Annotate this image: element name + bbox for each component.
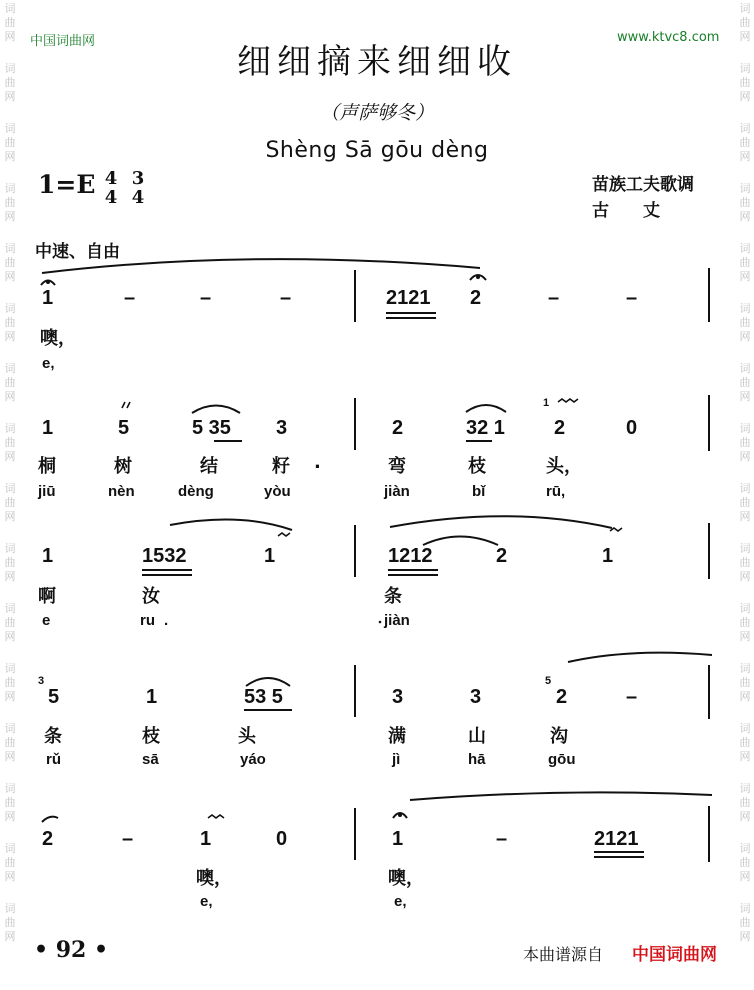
side-watermark-char: 曲	[739, 496, 751, 509]
side-watermark-char: 曲	[739, 676, 751, 689]
note: 3	[470, 686, 482, 708]
note: 1	[146, 686, 158, 708]
song-subtitle: （声萨够冬）	[319, 102, 434, 124]
side-watermark-char: 词	[4, 182, 16, 195]
note: 2	[556, 686, 568, 708]
key-signature: 1=E	[38, 170, 96, 199]
grace-note: 3	[38, 675, 45, 687]
note: 1	[264, 545, 276, 567]
dash: –	[626, 287, 638, 309]
lyric: 枝	[142, 726, 160, 747]
tempo-marking: 中速、自由	[35, 242, 120, 262]
bar-line	[708, 806, 710, 862]
pinyin: yòu	[264, 483, 291, 500]
side-watermark-char: 曲	[4, 316, 16, 329]
rest: 0	[626, 417, 638, 439]
side-watermark-char: 曲	[4, 616, 16, 629]
side-watermark-char: 词	[4, 782, 16, 795]
side-watermark-char: 网	[739, 390, 751, 403]
pinyin: sā	[142, 751, 159, 768]
note: 3	[276, 417, 288, 439]
lyric: 山	[468, 726, 486, 747]
note-group: 53 5	[244, 686, 283, 708]
lyric: 结	[200, 456, 218, 477]
side-watermark-char: 网	[4, 150, 16, 163]
side-watermark-char: 曲	[739, 196, 751, 209]
side-watermark-char: 曲	[739, 76, 751, 89]
side-watermark-char: 词	[4, 542, 16, 555]
dash: –	[496, 828, 508, 850]
side-watermark-char: 词	[4, 302, 16, 315]
pinyin: e,	[200, 893, 213, 910]
side-watermark-char: 词	[739, 62, 751, 75]
side-watermark-char: 曲	[4, 16, 16, 29]
side-watermark-char: 词	[739, 182, 751, 195]
side-watermark-char: 词	[739, 482, 751, 495]
side-watermark-char: 曲	[739, 796, 751, 809]
side-watermark-char: 网	[739, 570, 751, 583]
source-site-link[interactable]: 中国词曲网	[632, 945, 717, 965]
side-watermark-char: 网	[739, 90, 751, 103]
lyric: 籽	[272, 456, 290, 477]
side-watermark-char: 网	[4, 390, 16, 403]
slur	[170, 520, 292, 530]
side-watermark-char: 曲	[739, 376, 751, 389]
bar-line	[708, 268, 710, 322]
side-watermark-char: 网	[4, 330, 16, 343]
lyric: 树	[114, 456, 132, 477]
arranger-label: 古 丈	[592, 201, 660, 221]
side-watermark-char: 网	[4, 930, 16, 943]
side-watermark-char: 曲	[4, 256, 16, 269]
dash: –	[124, 287, 136, 309]
side-watermark-char: 曲	[4, 856, 16, 869]
pinyin: hā	[468, 751, 486, 768]
note-group: 2121	[594, 828, 639, 850]
side-watermark-char: 词	[4, 602, 16, 615]
lyric: 噢，	[196, 868, 232, 889]
side-watermark-char: 网	[4, 90, 16, 103]
side-watermark-char: 网	[739, 150, 751, 163]
side-watermark-char: 网	[739, 510, 751, 523]
origin-label: 苗族工夫歌调	[592, 175, 694, 195]
lyric: 条	[44, 726, 62, 747]
side-watermark-char: 曲	[4, 136, 16, 149]
side-watermark-char: 曲	[4, 496, 16, 509]
note: 5	[118, 417, 130, 439]
side-watermark-char: 词	[739, 122, 751, 135]
watermark-top-left: 中国词曲网	[30, 34, 96, 49]
note: 2	[392, 417, 404, 439]
pinyin: e	[42, 612, 51, 629]
pinyin: jiū	[38, 483, 56, 500]
lyric-dot: .	[314, 452, 321, 473]
side-watermark-char: 网	[739, 270, 751, 283]
lyric: 条	[384, 586, 402, 607]
note: 1	[42, 545, 54, 567]
side-watermark-char: 词	[739, 302, 751, 315]
pinyin: jiàn	[384, 612, 410, 629]
lyric: 桐	[38, 456, 56, 477]
bar-line	[708, 523, 710, 579]
side-watermark-char: 曲	[739, 16, 751, 29]
side-watermark-char: 曲	[739, 556, 751, 569]
side-watermark-char: 网	[4, 810, 16, 823]
slur	[410, 792, 712, 800]
rest: 0	[276, 828, 288, 850]
side-watermark-char: 网	[4, 210, 16, 223]
lyric: 噢，	[40, 328, 76, 349]
song-title: 细细摘来细细收	[237, 42, 517, 82]
page-number: • 92 •	[34, 937, 109, 963]
pinyin: rǔ	[46, 751, 61, 768]
note: 1	[42, 417, 54, 439]
note: 2	[496, 545, 508, 567]
side-watermark-char: 词	[739, 602, 751, 615]
note-group: 5 35	[192, 417, 231, 439]
side-watermark-char: 词	[739, 542, 751, 555]
time-signature-1: 4 4	[104, 168, 118, 208]
song-pinyin-title: Shèng Sā gōu dèng	[265, 138, 489, 163]
side-watermark-char: 网	[4, 270, 16, 283]
pinyin: ru	[140, 612, 155, 629]
pinyin: nèn	[108, 483, 135, 500]
dash: –	[122, 828, 134, 850]
slur	[246, 678, 290, 686]
side-watermark-char: 网	[739, 810, 751, 823]
side-watermark-char: 网	[739, 330, 751, 343]
lyric: 头，	[546, 456, 582, 477]
pinyin: dèng	[178, 483, 214, 500]
side-watermark-char: 曲	[739, 316, 751, 329]
side-watermark-char: 曲	[4, 436, 16, 449]
side-watermark-char: 词	[4, 62, 16, 75]
slur	[466, 405, 506, 412]
bar-line	[354, 808, 356, 860]
lyric: 噢，	[388, 868, 424, 889]
pinyin: rū,	[546, 483, 566, 500]
side-watermark-char: 词	[739, 722, 751, 735]
note: 5	[48, 686, 60, 708]
side-watermark-char: 词	[739, 2, 751, 15]
note-group: 32 1	[466, 417, 505, 439]
bar-line	[354, 270, 356, 322]
bar-line	[708, 665, 710, 719]
dash: –	[626, 686, 638, 708]
side-watermark-char: 词	[4, 902, 16, 915]
note: 1	[200, 828, 212, 850]
side-watermark-char: 网	[739, 450, 751, 463]
lyric: 头	[238, 726, 256, 747]
side-watermark-char: 曲	[4, 76, 16, 89]
pinyin: bǐ	[472, 483, 486, 500]
side-watermark-char: 网	[739, 630, 751, 643]
side-watermark-char: 词	[739, 782, 751, 795]
side-watermark-char: 曲	[739, 736, 751, 749]
grace-note: 1	[543, 397, 550, 409]
side-watermark-char: 词	[4, 662, 16, 675]
time-signature-2: 3 4	[131, 168, 145, 208]
side-watermark-char: 词	[4, 842, 16, 855]
bar-line	[354, 398, 356, 450]
side-watermark-char: 网	[739, 870, 751, 883]
side-watermark-char: 曲	[4, 376, 16, 389]
dash: –	[548, 287, 560, 309]
pinyin-dot: .	[164, 612, 169, 629]
trill	[558, 399, 578, 402]
lyric: 枝	[468, 456, 486, 477]
side-watermark-char: 网	[739, 690, 751, 703]
side-watermark-char: 曲	[739, 616, 751, 629]
side-watermark-char: 网	[4, 690, 16, 703]
side-watermark-char: 曲	[739, 256, 751, 269]
side-watermark-char: 词	[739, 422, 751, 435]
note: 2	[554, 417, 566, 439]
slur	[42, 259, 480, 273]
side-watermark-char: 词	[4, 482, 16, 495]
side-watermark-char: 网	[4, 570, 16, 583]
lyric: 满	[388, 726, 406, 747]
side-watermark-char: 词	[4, 422, 16, 435]
lyric: 沟	[550, 726, 568, 747]
pinyin: gōu	[548, 751, 576, 768]
side-watermark-char: 曲	[739, 856, 751, 869]
side-watermark-char: 词	[4, 722, 16, 735]
side-watermark-char: 曲	[739, 136, 751, 149]
slur	[42, 817, 58, 822]
pinyin: jiàn	[384, 483, 410, 500]
slur	[192, 406, 240, 414]
side-watermark-char: 网	[4, 750, 16, 763]
note: 1	[602, 545, 614, 567]
side-watermark-char: 曲	[4, 556, 16, 569]
note-group: 1212	[388, 545, 433, 567]
slur	[568, 653, 712, 662]
side-watermark-char: 网	[4, 870, 16, 883]
slur	[390, 516, 612, 528]
bar-line	[354, 665, 356, 717]
lyric: 啊	[38, 586, 56, 607]
side-watermark-char: 词	[739, 362, 751, 375]
lyric: 弯	[388, 456, 406, 477]
side-watermark-char: 曲	[4, 196, 16, 209]
lyric: 汝	[142, 586, 160, 607]
side-watermark-char: 词	[739, 842, 751, 855]
side-watermark-char: 词	[4, 362, 16, 375]
note: 1	[392, 828, 404, 850]
note: 3	[392, 686, 404, 708]
watermark-top-right: www.ktvc8.com	[617, 30, 720, 45]
side-watermark-char: 曲	[4, 736, 16, 749]
side-watermark-char: 词	[4, 2, 16, 15]
side-watermark-char: 曲	[4, 676, 16, 689]
dash: –	[200, 287, 212, 309]
pinyin: yáo	[240, 751, 266, 768]
side-watermark-char: 词	[739, 902, 751, 915]
side-watermark-char: 词	[4, 242, 16, 255]
side-watermark-char: 曲	[4, 916, 16, 929]
trill	[278, 533, 290, 536]
side-watermark-char: 曲	[739, 916, 751, 929]
side-watermark-char: 词	[739, 242, 751, 255]
side-watermark-char: 网	[739, 210, 751, 223]
note-group: 2121	[386, 287, 431, 309]
side-watermark-char: 网	[4, 30, 16, 43]
pinyin: e,	[394, 893, 407, 910]
trill	[208, 815, 224, 818]
side-watermark-char: 网	[4, 450, 16, 463]
side-watermark-char: 曲	[739, 436, 751, 449]
source-label: 本曲谱源自	[523, 945, 604, 964]
dash: –	[280, 287, 292, 309]
bar-line	[354, 525, 356, 577]
note: 2	[42, 828, 54, 850]
pinyin: jì	[392, 751, 401, 768]
side-watermark-char: 网	[4, 630, 16, 643]
bar-line	[708, 395, 710, 451]
pinyin: e,	[42, 355, 55, 372]
note-group: 1532	[142, 545, 187, 567]
note: 1	[42, 287, 54, 309]
side-watermark-char: 网	[4, 510, 16, 523]
side-watermark-char: 网	[739, 30, 751, 43]
side-watermark-char: 网	[739, 930, 751, 943]
slur	[423, 537, 498, 546]
side-watermark-char: 词	[739, 662, 751, 675]
side-watermark-char: 网	[739, 750, 751, 763]
note: 2	[470, 287, 482, 309]
side-watermark-char: 词	[4, 122, 16, 135]
side-watermark-char: 曲	[4, 796, 16, 809]
grace-note: 5	[545, 675, 552, 687]
